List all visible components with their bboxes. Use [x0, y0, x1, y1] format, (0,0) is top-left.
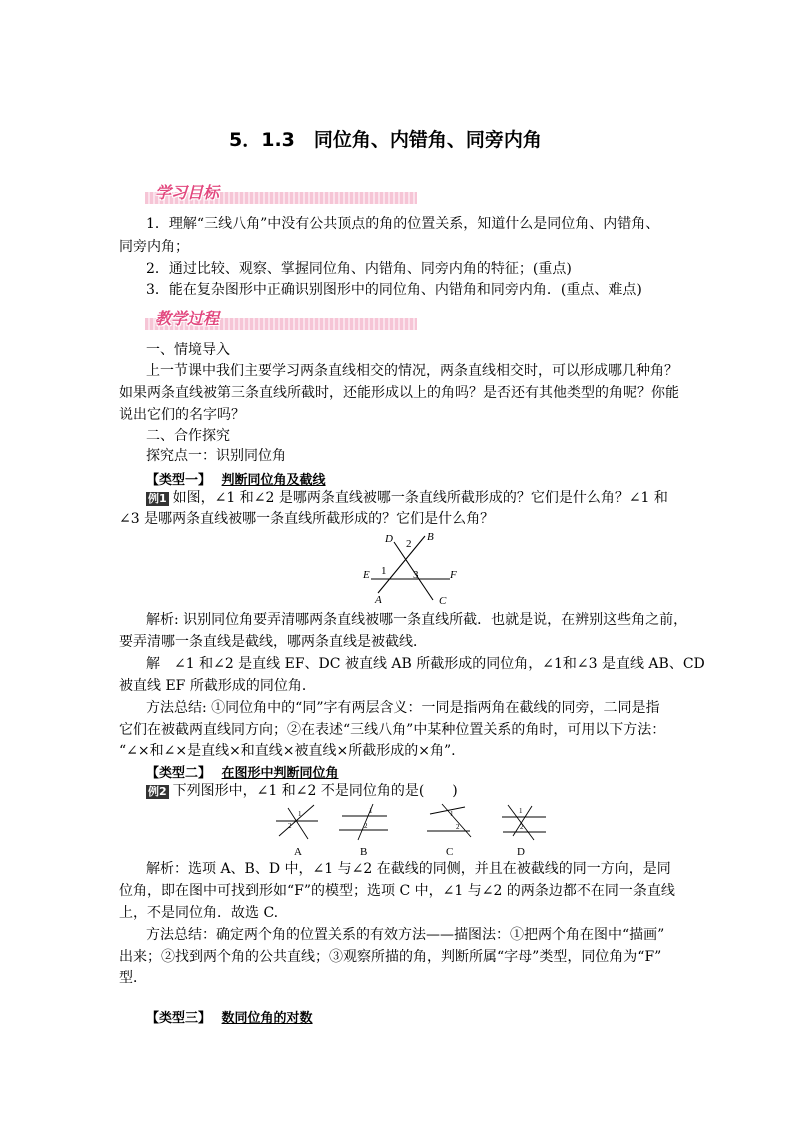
label-angle-1: 1 — [381, 565, 387, 577]
goal-line: 2．通过比较、观察、掌握同位角、内错角、同旁内角的特征；(重点) — [146, 261, 572, 277]
label-E: E — [363, 569, 370, 581]
example-badge: 例1 — [148, 492, 167, 505]
goal-line: 3．能在复杂图形中正确识别图形中的同位角、内错角和同旁内角．(重点、难点) — [146, 282, 642, 298]
analysis-line: 解析：选项 A、B、D 中，∠1 与∠2 在截线的同侧，并且在被截线的同一方向，是同 — [146, 861, 671, 877]
summary-line: 方法总结: ①同位角中的“同”字有两层含义：一同是指两角在截线的同旁，二同是指 — [146, 700, 660, 716]
option-a-figure — [276, 805, 318, 858]
solution-line: 解 ∠1 和∠2 是直线 EF、DC 被直线 AB 所截形成的同位角，∠1和∠3 是直线 AB、CD — [146, 656, 705, 672]
svg-text:2: 2 — [520, 823, 524, 831]
svg-text:1: 1 — [450, 810, 454, 818]
example1-question-text: 如图，∠1 和∠2 是哪两条直线被哪一条直线所截形成的？它们是什么角？∠1 和 — [172, 490, 668, 506]
option-c-figure — [427, 804, 471, 858]
intro-line: 说出它们的名字吗？ — [119, 407, 245, 423]
analysis-line: 解析: 识别同位角要弄清哪两条直线被哪一条直线所截．也就是说，在辨别这些角之前， — [146, 612, 688, 628]
label-A: A — [375, 594, 382, 606]
type1-title: 判断同位角及截线 — [221, 473, 326, 488]
type1-label: 【类型一】 — [146, 473, 212, 488]
summary-line: “∠×和∠×是直线×和直线×被直线×所截形成的×角”. — [119, 743, 456, 759]
type3-title: 数同位角的对数 — [221, 1011, 313, 1026]
example-badge: 例2 — [148, 785, 167, 798]
svg-text:1: 1 — [369, 807, 373, 815]
label-C: C — [439, 595, 447, 607]
analysis-line: 要弄清哪一条直线是截线，哪两条直线是被截线． — [119, 634, 427, 650]
label-angle-3: 3 — [413, 569, 419, 581]
label-D: D — [385, 533, 393, 545]
example1-question-line: ∠3 是哪两条直线被哪一条直线所截形成的？它们是什么角？ — [119, 511, 495, 527]
svg-text:2: 2 — [288, 822, 292, 830]
option-label-B: B — [360, 846, 368, 858]
solution-line: 被直线 EF 所截形成的同位角． — [119, 678, 316, 694]
summary-line: 型． — [119, 970, 147, 986]
summary-line: 出来；②找到两个角的公共直线；③观察所描的角，判断所属“字母”类型，同位角为“F” — [119, 949, 662, 965]
option-label-D: D — [517, 846, 525, 858]
type2-label: 【类型二】 — [146, 766, 212, 781]
figure-intersecting-lines — [357, 528, 467, 608]
example2-question-text: 下列图形中，∠1 和∠2 不是同位角的是( ) — [172, 783, 458, 799]
type2-title: 在图形中判断同位角 — [221, 766, 339, 781]
type2-header — [146, 762, 339, 781]
intro-line: 上一节课中我们主要学习两条直线相交的情况，两条直线相交时，可以形成哪几种角？ — [146, 363, 678, 379]
goal-line: 同旁内角； — [119, 239, 189, 255]
section-banner-process — [145, 309, 417, 331]
goal-line: 1．理解“三线八角”中没有公共顶点的角的位置关系，知道什么是同位角、内错角、 — [146, 216, 660, 232]
intro-line: 如果两条直线被第三条直线所截时，还能形成以上的角吗？是否还有其他类型的角呢？你能 — [119, 385, 679, 401]
label-angle-2: 2 — [406, 538, 412, 550]
svg-text:2: 2 — [364, 822, 368, 830]
intro-heading: 一、情境导入 — [146, 342, 230, 358]
explore-point: 探究点一：识别同位角 — [146, 448, 286, 464]
option-d-figure — [502, 805, 546, 858]
label-F: F — [450, 569, 457, 581]
example2-question-line — [146, 781, 458, 802]
page-title: 5．1.3 同位角、内错角、同旁内角 — [229, 129, 542, 151]
label-B: B — [427, 531, 434, 543]
section-banner-goals — [145, 183, 417, 205]
example1-question-line — [146, 488, 668, 509]
option-b-figure — [339, 804, 388, 858]
type3-header — [146, 1007, 313, 1026]
summary-line: 方法总结：确定两个角的位置关系的有效方法——描图法：①把两个角在图中“描画” — [146, 927, 665, 943]
svg-text:1: 1 — [298, 810, 302, 818]
option-label-C: C — [446, 846, 454, 858]
explore-heading: 二、合作探究 — [146, 428, 230, 444]
svg-text:2: 2 — [456, 823, 460, 831]
section-banner-label: 教学过程 — [155, 309, 220, 328]
summary-line: 它们在被截两直线同方向；②在表述“三线八角”中某种位置关系的角时，可用以下方法： — [119, 722, 666, 738]
option-figures — [270, 800, 550, 858]
type3-label: 【类型三】 — [146, 1011, 212, 1026]
analysis-line: 位角，即在图中可找到形如“F”的模型；选项 C 中，∠1 与∠2 的两条边都不在同一条直线 — [119, 883, 675, 899]
svg-text:1: 1 — [519, 807, 523, 815]
type1-header — [146, 469, 326, 488]
analysis-line: 上，不是同位角．故选 C. — [119, 905, 279, 921]
option-label-A: A — [294, 846, 302, 858]
section-banner-label: 学习目标 — [155, 183, 220, 202]
